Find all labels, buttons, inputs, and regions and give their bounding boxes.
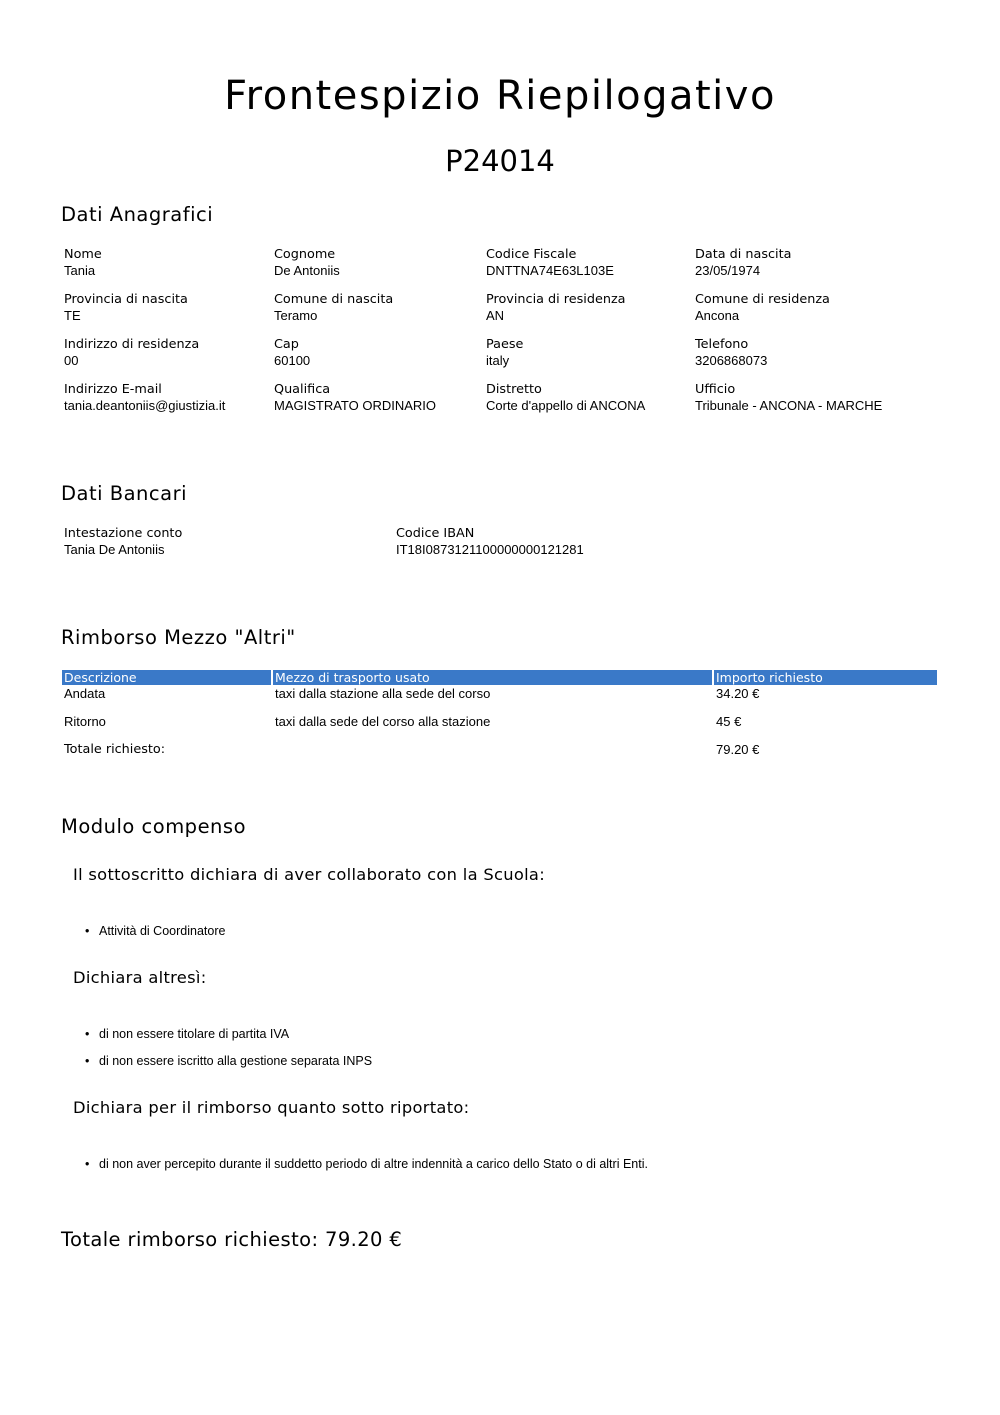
- field-label: Provincia di nascita: [64, 292, 188, 307]
- field-value: Tribunale - ANCONA - MARCHE: [695, 398, 883, 413]
- list-item: [85, 1156, 648, 1172]
- bullet-icon: •: [85, 1157, 90, 1171]
- bullet-icon: •: [85, 1054, 90, 1068]
- field-label: Intestazione conto: [64, 526, 183, 541]
- total-reimbursement: Totale rimborso richiesto: 79.20 €: [61, 1228, 403, 1251]
- field-value: DNTTNA74E63L103E: [486, 263, 614, 278]
- list-item-text: di non essere titolare di partita IVA: [99, 1027, 290, 1041]
- field-value: MAGISTRATO ORDINARIO: [274, 398, 437, 413]
- field-value: tania.deantoniis@giustizia.it: [64, 398, 226, 413]
- declaration-intro: Dichiara per il rimborso quanto sotto riportato:: [73, 1098, 470, 1117]
- field-label: Comune di nascita: [274, 292, 394, 307]
- field-indirizzo-residenza: [64, 337, 199, 369]
- field-data-nascita: [695, 247, 791, 279]
- field-cap: [274, 337, 310, 369]
- column-header-mezzo: Mezzo di trasporto usato: [273, 670, 712, 685]
- table-header: [62, 670, 937, 685]
- field-value: Ancona: [695, 308, 740, 323]
- field-label: Codice IBAN: [396, 526, 475, 541]
- declaration-intro: Il sottoscritto dichiara di aver collaborato con la Scuola:: [73, 865, 545, 884]
- field-label: Cognome: [274, 247, 336, 262]
- field-comune-nascita: [274, 292, 393, 324]
- field-paese: [486, 337, 523, 369]
- field-email: [64, 382, 225, 414]
- field-label: Qualifica: [274, 382, 331, 397]
- cell-mezzo: taxi dalla stazione alla sede del corso: [275, 686, 491, 701]
- cell-importo: 34.20 €: [716, 686, 760, 701]
- practice-code: P24014: [445, 144, 555, 178]
- field-label: Paese: [486, 337, 524, 352]
- field-intestazione-conto: [64, 526, 182, 558]
- total-value: 79.20 €: [716, 742, 760, 757]
- list-item-text: di non essere iscritto alla gestione separata INPS: [99, 1054, 373, 1068]
- section-rimborso-mezzo: Rimborso Mezzo "Altri": [61, 626, 296, 649]
- field-label: Cap: [274, 337, 299, 352]
- field-value: 60100: [274, 353, 311, 368]
- field-telefono: [695, 337, 767, 369]
- column-header-descrizione: Descrizione: [62, 670, 271, 685]
- field-provincia-nascita: [64, 292, 188, 324]
- field-value: 3206868073: [695, 353, 768, 368]
- cell-mezzo: taxi dalla sede del corso alla stazione: [275, 714, 491, 729]
- field-value: italy: [486, 353, 510, 368]
- list-item-text: Attività di Coordinatore: [99, 924, 226, 938]
- field-codice-fiscale: [486, 247, 614, 279]
- field-qualifica: [274, 382, 436, 414]
- field-value: AN: [486, 308, 505, 323]
- section-dati-anagrafici: Dati Anagrafici: [61, 203, 214, 226]
- total-label: Totale richiesto:: [64, 742, 166, 757]
- field-cognome: [274, 247, 340, 279]
- bullet-icon: •: [85, 924, 90, 938]
- field-label: Indirizzo di residenza: [64, 337, 200, 352]
- field-value: De Antoniis: [274, 263, 340, 278]
- field-label: Codice Fiscale: [486, 247, 577, 262]
- field-ufficio: [695, 382, 882, 414]
- cell-descrizione: Ritorno: [64, 714, 106, 729]
- field-value: Corte d'appello di ANCONA: [486, 398, 646, 413]
- field-label: Provincia di residenza: [486, 292, 626, 307]
- field-label: Distretto: [486, 382, 542, 397]
- declaration-intro: Dichiara altresì:: [73, 968, 207, 987]
- field-label: Indirizzo E-mail: [64, 382, 162, 397]
- column-header-importo: Importo richiesto: [714, 670, 937, 685]
- list-item: [85, 1026, 289, 1042]
- field-distretto: [486, 382, 645, 414]
- field-value: IT18I0873121100000000121281: [396, 542, 584, 557]
- list-item: [85, 923, 225, 939]
- field-value: 23/05/1974: [695, 263, 761, 278]
- field-value: 00: [64, 353, 79, 368]
- section-dati-bancari: Dati Bancari: [61, 482, 188, 505]
- field-value: Tania De Antoniis: [64, 542, 165, 557]
- cell-importo: 45 €: [716, 714, 742, 729]
- field-value: Teramo: [274, 308, 318, 323]
- field-label: Ufficio: [695, 382, 736, 397]
- field-label: Telefono: [695, 337, 749, 352]
- field-label: Comune di residenza: [695, 292, 830, 307]
- cell-descrizione: Andata: [64, 686, 106, 701]
- field-codice-iban: [396, 526, 584, 558]
- list-item-text: di non aver percepito durante il suddetto periodo di altre indennità a carico dello Stato o di altri Enti.: [99, 1157, 648, 1171]
- bullet-icon: •: [85, 1027, 90, 1041]
- field-value: TE: [64, 308, 81, 323]
- section-modulo-compenso: Modulo compenso: [61, 815, 247, 838]
- field-label: Data di nascita: [695, 247, 792, 262]
- field-comune-residenza: [695, 292, 830, 324]
- list-item: [85, 1053, 372, 1069]
- field-nome: [64, 247, 102, 279]
- page-title: Frontespizio Riepilogativo: [224, 73, 776, 119]
- field-provincia-residenza: [486, 292, 626, 324]
- field-label: Nome: [64, 247, 102, 262]
- field-value: Tania: [64, 263, 96, 278]
